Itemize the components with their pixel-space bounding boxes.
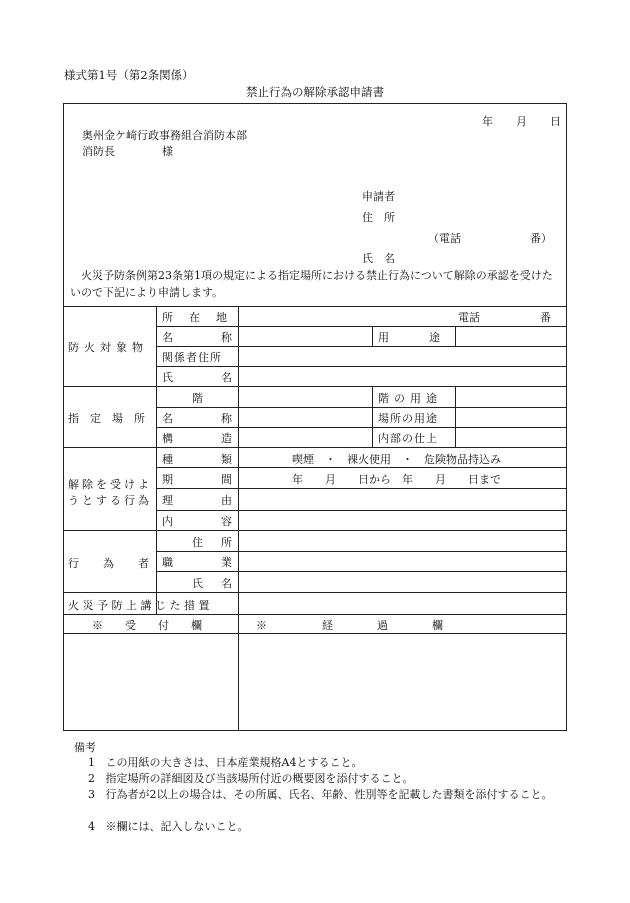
date-month: 月 — [516, 115, 527, 128]
note-4-num: 4 — [88, 820, 95, 833]
header-progress: ※ 経 過 欄 — [256, 619, 443, 632]
header-act-line2: うとする行為 — [68, 494, 152, 507]
label-floor-use: 階の用途 — [378, 392, 442, 405]
note-3-num: 3 — [88, 788, 95, 801]
header-measures: 火災予防上講じた措置 — [68, 599, 213, 612]
applicant-name-label: 氏 名 — [362, 252, 395, 265]
note-item-4 — [88, 819, 558, 835]
label-object-name: 名称 — [162, 331, 280, 344]
form-number: 様式第1号（第2条関係） — [64, 68, 194, 82]
label-interior: 内部の仕上 — [378, 432, 438, 445]
label-phone-suffix: 番 — [540, 311, 551, 324]
header-fire-object — [68, 339, 150, 355]
note-item-2 — [88, 771, 558, 787]
label-period: 期間 — [162, 473, 280, 486]
note-2-text: 指定場所の詳細図及び当該場所付近の概要図を添付すること。 — [105, 772, 414, 785]
note-1-text: この用紙の大きさは、日本産業規格A4とすること。 — [105, 756, 363, 769]
label-reason: 理由 — [162, 494, 280, 507]
label-floor: 階 — [192, 392, 203, 405]
label-actor-name: 氏名 — [192, 577, 250, 590]
applicant-address-label: 住 所 — [362, 211, 395, 224]
note-2-num: 2 — [88, 772, 95, 785]
label-phone: 電話 — [458, 311, 480, 324]
applicant-phone-close: 番） — [530, 232, 552, 245]
label-location: 所在地 — [162, 311, 243, 324]
label-related-address: 関係者住所 — [162, 351, 222, 364]
note-4-text: ※欄には、記入しないこと。 — [105, 820, 249, 833]
label-actor-address: 住所 — [192, 536, 250, 549]
addressee-honorific: 様 — [162, 145, 173, 158]
form-title: 禁止行為の解除承認申請書 — [246, 85, 384, 99]
note-item-1 — [88, 755, 558, 771]
label-type: 種類 — [162, 453, 280, 466]
label-place-use: 場所の用途 — [378, 412, 438, 425]
label-object-use: 用途 — [378, 331, 480, 344]
note-3-text: 行為者が2以上の場合は、その所属、氏名、年齢、性別等を記載した書類を添付すること。 — [105, 788, 553, 801]
label-place-name: 名称 — [162, 412, 280, 425]
application-statement: 火災予防条例第23条第1項の規定による指定場所における禁止行為について解除の承認を受けたいので下記により申請します。 — [70, 269, 553, 299]
label-person-name: 氏名 — [162, 371, 280, 384]
label-content: 内容 — [162, 515, 280, 528]
type-options: 喫煙 ・ 裸火使用 ・ 危険物品持込み — [292, 453, 501, 466]
label-occupation: 職業 — [162, 556, 280, 569]
label-structure: 構造 — [162, 432, 280, 445]
applicant-label: 申請者 — [362, 190, 395, 203]
addressee-chief: 消防長 — [82, 145, 115, 158]
date-day: 日 — [550, 115, 561, 128]
date-year: 年 — [482, 115, 493, 128]
note-item-3 — [88, 787, 566, 803]
header-reception: ※ 受 付 欄 — [92, 619, 202, 632]
header-designated-place: 指定場所 — [68, 412, 156, 425]
note-1-num: 1 — [88, 756, 95, 769]
header-act-line1: 解除を受けよ — [68, 478, 152, 491]
header-actor: 行為者 — [68, 557, 173, 570]
period-value: 年 月 日から 年 月 日まで — [292, 473, 501, 486]
applicant-phone-open: （電話 — [428, 232, 461, 245]
header-fire-object-text: 防火対象物 — [68, 341, 148, 354]
notes-heading: 備考 — [74, 741, 96, 754]
addressee-org: 奥州金ケ崎行政事務組合消防本部 — [82, 129, 247, 142]
